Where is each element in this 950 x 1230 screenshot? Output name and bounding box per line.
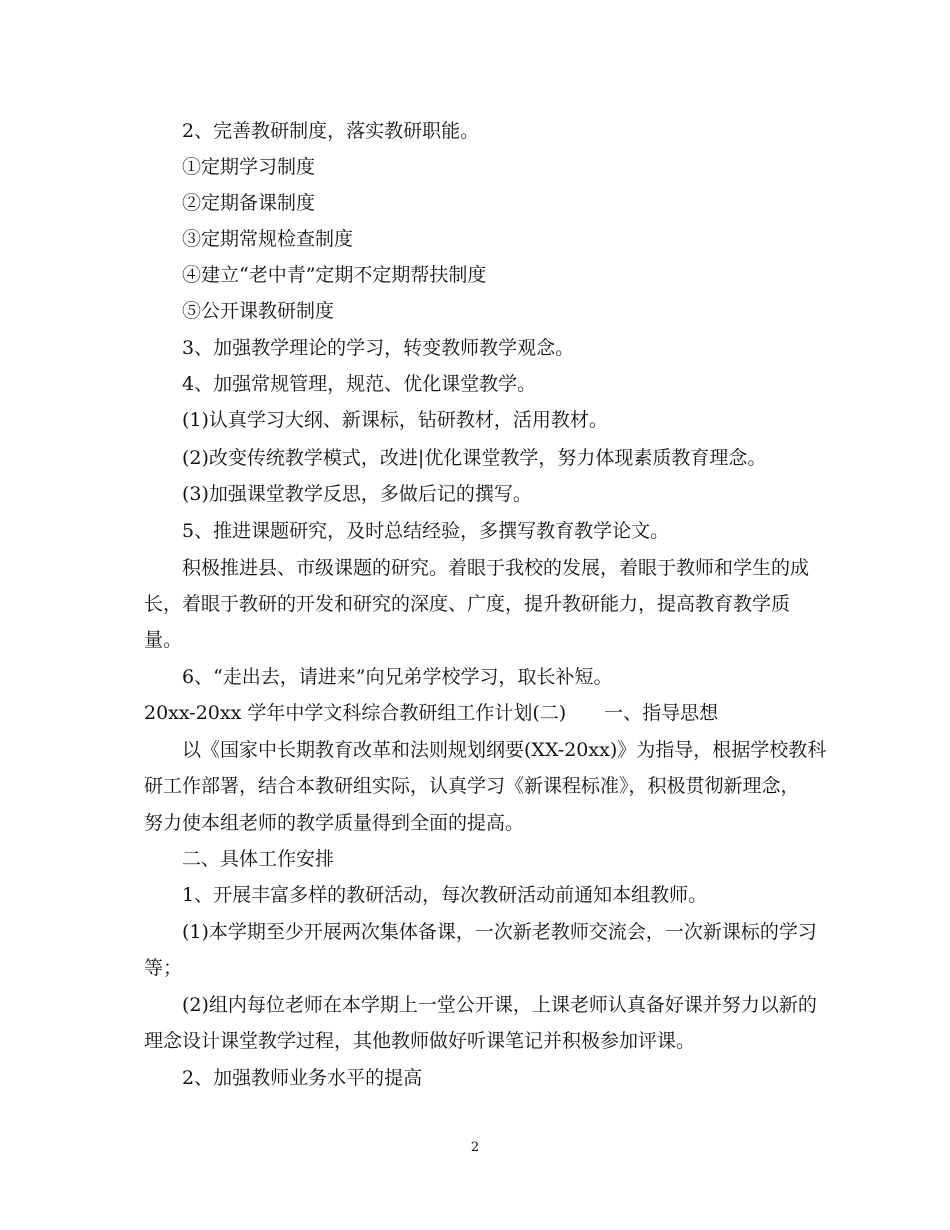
text-line: 2、加强教师业务水平的提高 (182, 1067, 423, 1089)
text-line: 量。 (144, 629, 183, 651)
text-line: 以《国家中长期教育改革和法则规划纲要(XX-20xx)》为指导，根据学校教科 (182, 739, 827, 761)
text-line: 1、开展丰富多样的教研活动，每次教研活动前通知本组教师。 (182, 884, 708, 906)
text-line: (1)本学期至少开展两次集体备课，一次新老教师交流会，一次新课标的学习 (182, 921, 817, 943)
text-line: (2)改变传统教学模式，改进|优化课堂教学，努力体现素质教育理念。 (182, 447, 767, 469)
text-line: 研工作部署，结合本教研组实际，认真学习《新课程标准》，积极贯彻新理念， (144, 775, 800, 797)
text-line: ②定期备课制度 (182, 192, 316, 214)
text-line: ①定期学习制度 (182, 156, 316, 178)
text-line: 5、推进课题研究，及时总结经验，多撰写教育教学论文。 (182, 520, 670, 542)
text-line: 理念设计课堂教学过程，其他教师做好听课笔记并积极参加评课。 (144, 1030, 696, 1052)
text-line: (2)组内每位老师在本学期上一堂公开课，上课老师认真备好课并努力以新的 (182, 994, 817, 1016)
page-number: 2 (470, 1140, 480, 1155)
text-line: 长，着眼于教研的开发和研究的深度、广度，提升教研能力，提高教育教学质 (144, 593, 791, 615)
text-line: ③定期常规检查制度 (182, 228, 354, 250)
text-line: 4、加强常规管理，规范、优化课堂教学。 (182, 373, 537, 395)
text-line: (3)加强课堂教学反思，多做后记的撰写。 (182, 483, 532, 505)
text-line: 2、完善教研制度，落实教研职能。 (182, 120, 480, 142)
text-line: 积极推进县、市级课题的研究。着眼于我校的发展，着眼于教师和学生的成 (182, 557, 810, 579)
text-line: (1)认真学习大纲、新课标，钻研教材，活用教材。 (182, 409, 608, 431)
text-line: 3、加强教学理论的学习，转变教师教学观念。 (182, 337, 575, 359)
section-heading: 20xx-20xx 学年中学文科综合教研组工作计划(二) 一、指导思想 (144, 702, 719, 724)
text-line: ⑤公开课教研制度 (182, 300, 335, 322)
section-heading: 二、具体工作安排 (182, 848, 335, 870)
text-line: 等； (144, 957, 183, 979)
text-line: 6、“走出去，请进来”向兄弟学校学习，取长补短。 (182, 666, 613, 688)
text-line: 努力使本组老师的教学质量得到全面的提高。 (144, 812, 525, 834)
text-line: ④建立“老中青”定期不定期帮扶制度 (182, 264, 487, 286)
